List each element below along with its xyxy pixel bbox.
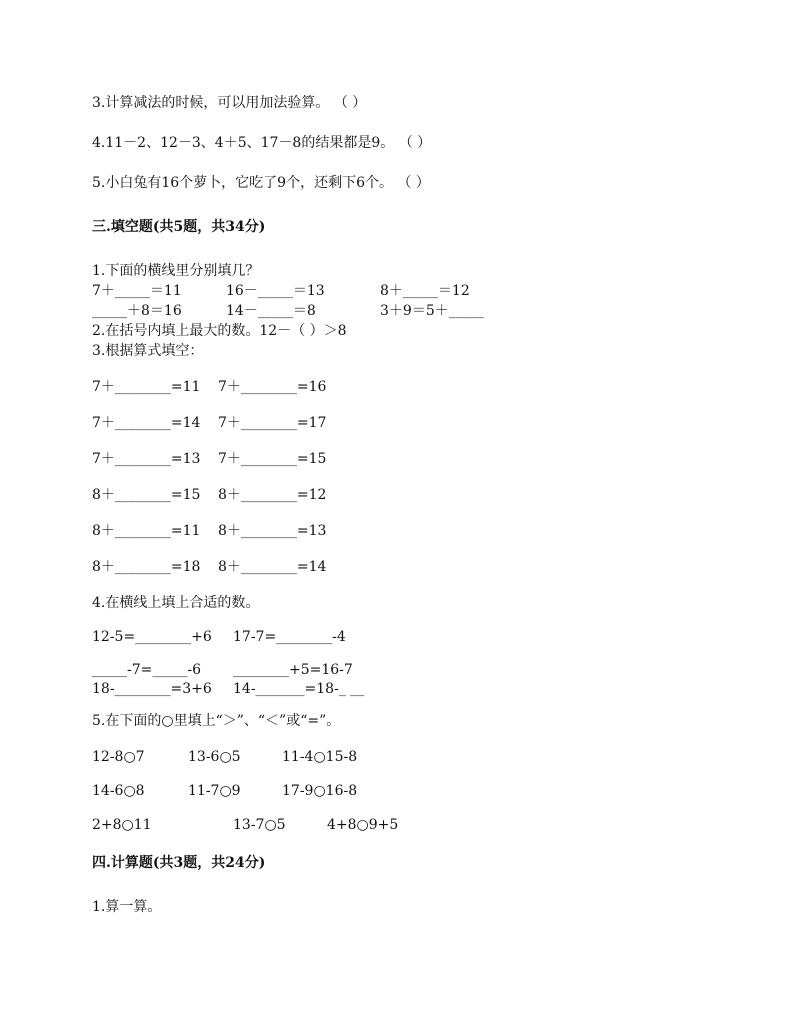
fill-q4-item: _____-7=_____-6 (92, 662, 202, 678)
fill-q2: 2.在括号内填上最大的数。12－（ ）＞8 (92, 323, 347, 339)
fill-q3-item: 7＋________=17 (218, 415, 327, 431)
fill-q4-item: ________+5=16-7 (233, 662, 353, 678)
fill-q3-item: 8＋________=12 (218, 487, 327, 503)
fill-q4-item: 17-7=________-4 (233, 629, 346, 645)
fill-q1-item: 7＋_____＝11 (92, 283, 182, 299)
fill-q5-title: 5.在下面的○里填上“＞”、“＜”或“=”。 (92, 713, 341, 729)
compare-item: 2+8○11 (92, 817, 152, 833)
fill-q1-item: 14－_____＝8 (226, 303, 316, 319)
fill-q4-item: 12-5=________+6 (92, 629, 212, 645)
fill-q3-item: 7＋________=11 (92, 379, 201, 395)
fill-q1-item: _____＋8＝16 (92, 303, 182, 319)
fill-q1-item: 16－_____＝13 (226, 283, 325, 299)
fill-q1-item: 3＋9＝5＋_____ (380, 303, 484, 319)
compare-item: 13-7○5 (233, 817, 286, 833)
judge-question-3: 3.计算减法的时候，可以用加法验算。 （ ） (92, 95, 367, 111)
compare-item: 11-7○9 (188, 783, 241, 799)
compare-item: 17-9○16-8 (282, 783, 358, 799)
fill-q4-item: 18-________=3+6 (92, 681, 212, 697)
fill-q3-item: 8＋________=14 (218, 559, 327, 575)
fill-q1-title: 1.下面的横线里分别填几？ (92, 263, 260, 279)
compare-item: 14-6○8 (92, 783, 145, 799)
compare-item: 11-4○15-8 (282, 749, 358, 765)
judge-question-4: 4.11－2、12－3、4＋5、17－8的结果都是9。 （ ） (92, 135, 432, 151)
fill-q3-item: 8＋________=18 (92, 559, 201, 575)
section-4-heading: 四.计算题(共3题，共24分) (92, 855, 266, 871)
fill-q3-item: 7＋________=14 (92, 415, 201, 431)
fill-q3-item: 7＋________=16 (218, 379, 327, 395)
fill-q3-item: 7＋________=15 (218, 451, 327, 467)
judge-question-5: 5.小白兔有16个萝卜，它吃了9个，还剩下6个。 （ ） (92, 175, 430, 191)
compare-item: 12-8○7 (92, 749, 145, 765)
fill-q3-title: 3.根据算式填空： (92, 343, 204, 359)
fill-q4-title: 4.在横线上填上合适的数。 (92, 595, 260, 611)
fill-q3-item: 7＋________=13 (92, 451, 201, 467)
calc-q1: 1.算一算。 (92, 899, 162, 915)
compare-item: 13-6○5 (188, 749, 241, 765)
fill-q4-item: 14-_______=18-_ __ (233, 681, 365, 697)
section-3-heading: 三.填空题(共5题，共34分) (92, 219, 266, 235)
fill-q3-item: 8＋________=15 (92, 487, 201, 503)
fill-q1-item: 8＋_____＝12 (380, 283, 470, 299)
fill-q3-item: 8＋________=13 (218, 523, 327, 539)
compare-item: 4+8○9+5 (327, 817, 399, 833)
fill-q3-item: 8＋________=11 (92, 523, 201, 539)
